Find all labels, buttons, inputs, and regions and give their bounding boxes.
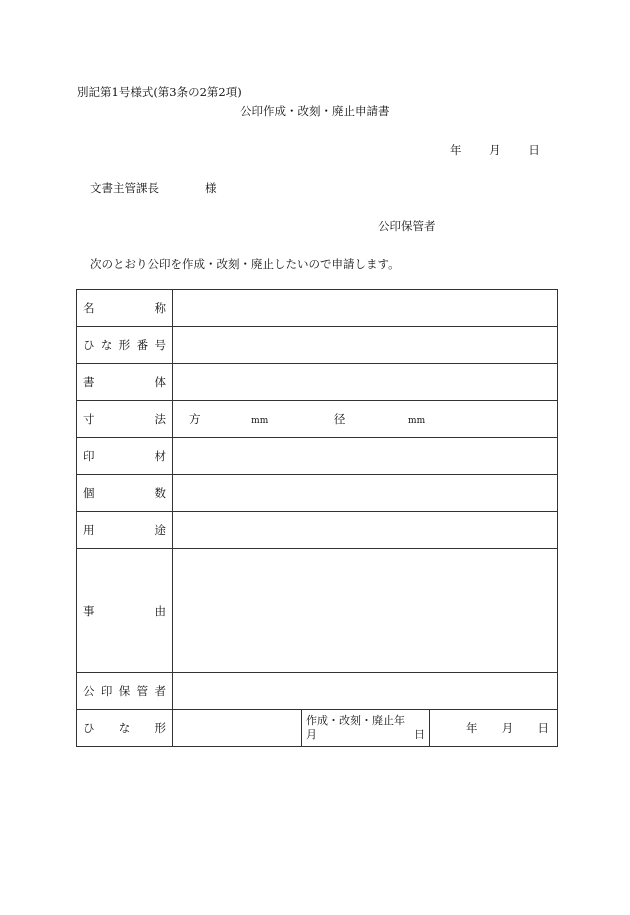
- label-char: 寸: [83, 412, 95, 426]
- label-char: な: [118, 721, 131, 735]
- label-hinagata: [77, 710, 173, 747]
- row-name: [77, 290, 558, 327]
- mm-unit: mm: [408, 416, 426, 426]
- label-char: 称: [154, 301, 166, 315]
- label-char: な: [100, 338, 113, 352]
- label-material: [77, 438, 173, 475]
- label-char: 材: [154, 449, 166, 463]
- label-char: 形: [154, 721, 166, 735]
- field-date-day: 日: [537, 721, 549, 735]
- label-char: 印: [83, 449, 95, 463]
- label-reason: [77, 549, 173, 673]
- field-date-year: 年: [466, 721, 478, 735]
- square-label: 方: [189, 412, 201, 426]
- row-quantity: [77, 475, 558, 512]
- label-char: 公: [83, 684, 95, 698]
- statement: 次のとおり公印を作成・改刻・廃止したいので申請します。: [90, 257, 400, 271]
- row-hinagata: [77, 710, 558, 747]
- row-hinagata-number: [77, 327, 558, 364]
- field-name[interactable]: [173, 290, 558, 327]
- field-material[interactable]: [173, 438, 558, 475]
- label-custodian: [77, 673, 173, 710]
- label-char: ひ: [83, 721, 95, 735]
- addressee: [90, 180, 217, 196]
- action-date-line1: 作成・改刻・廃止年: [306, 714, 405, 727]
- field-date-month: 月: [501, 721, 514, 735]
- addressee-honorific: 様: [205, 181, 217, 195]
- label-hinagata-number: [77, 327, 173, 364]
- row-dimensions: [77, 401, 558, 438]
- action-date-day: 日: [414, 728, 425, 741]
- label-quantity: [77, 475, 173, 512]
- label-char: 途: [154, 523, 166, 537]
- application-table: [76, 289, 558, 747]
- label-name: [77, 290, 173, 327]
- date-month: 月: [489, 143, 501, 157]
- label-char: 形: [118, 338, 131, 352]
- form-title: 公印作成・改刻・廃止申請書: [240, 104, 390, 118]
- row-purpose: [77, 512, 558, 549]
- field-hinagata[interactable]: [173, 710, 302, 747]
- date-year: 年: [450, 143, 462, 157]
- applicant-label: 公印保管者: [378, 219, 436, 233]
- label-char: 個: [83, 486, 95, 500]
- label-char: 印: [100, 684, 113, 698]
- field-dimensions[interactable]: [173, 401, 558, 438]
- label-char: 由: [154, 603, 166, 618]
- field-quantity[interactable]: [173, 475, 558, 512]
- label-char: 書: [83, 375, 95, 389]
- label-char: ひ: [83, 338, 95, 352]
- label-char: 用: [83, 523, 95, 537]
- label-char: 体: [154, 375, 166, 389]
- row-custodian: [77, 673, 558, 710]
- field-purpose[interactable]: [173, 512, 558, 549]
- label-char: 法: [154, 412, 166, 426]
- diameter-label: 径: [333, 412, 346, 426]
- field-hinagata-number[interactable]: [173, 327, 558, 364]
- field-typeface[interactable]: [173, 364, 558, 401]
- label-action-date: [302, 710, 430, 747]
- label-char: 名: [83, 301, 95, 315]
- field-custodian[interactable]: [173, 673, 558, 710]
- label-char: 管: [136, 684, 149, 698]
- label-char: 保: [118, 684, 131, 698]
- label-dimensions: [77, 401, 173, 438]
- action-date-month: 月: [306, 728, 317, 741]
- row-material: [77, 438, 558, 475]
- field-action-date[interactable]: [430, 710, 558, 747]
- label-char: 号: [154, 338, 166, 352]
- label-purpose: [77, 512, 173, 549]
- field-reason[interactable]: [173, 549, 558, 673]
- row-typeface: [77, 364, 558, 401]
- date-day: 日: [528, 143, 540, 157]
- label-typeface: [77, 364, 173, 401]
- addressee-name: 文書主管課長: [90, 181, 159, 195]
- label-char: 者: [154, 684, 166, 698]
- mm-unit: mm: [251, 416, 269, 426]
- label-char: 数: [154, 486, 166, 500]
- header-note: 別記第1号様式(第3条の2第2項): [77, 85, 242, 99]
- label-char: 番: [136, 338, 149, 352]
- label-char: 事: [83, 603, 95, 618]
- row-reason: [77, 549, 558, 673]
- application-date: [450, 142, 540, 158]
